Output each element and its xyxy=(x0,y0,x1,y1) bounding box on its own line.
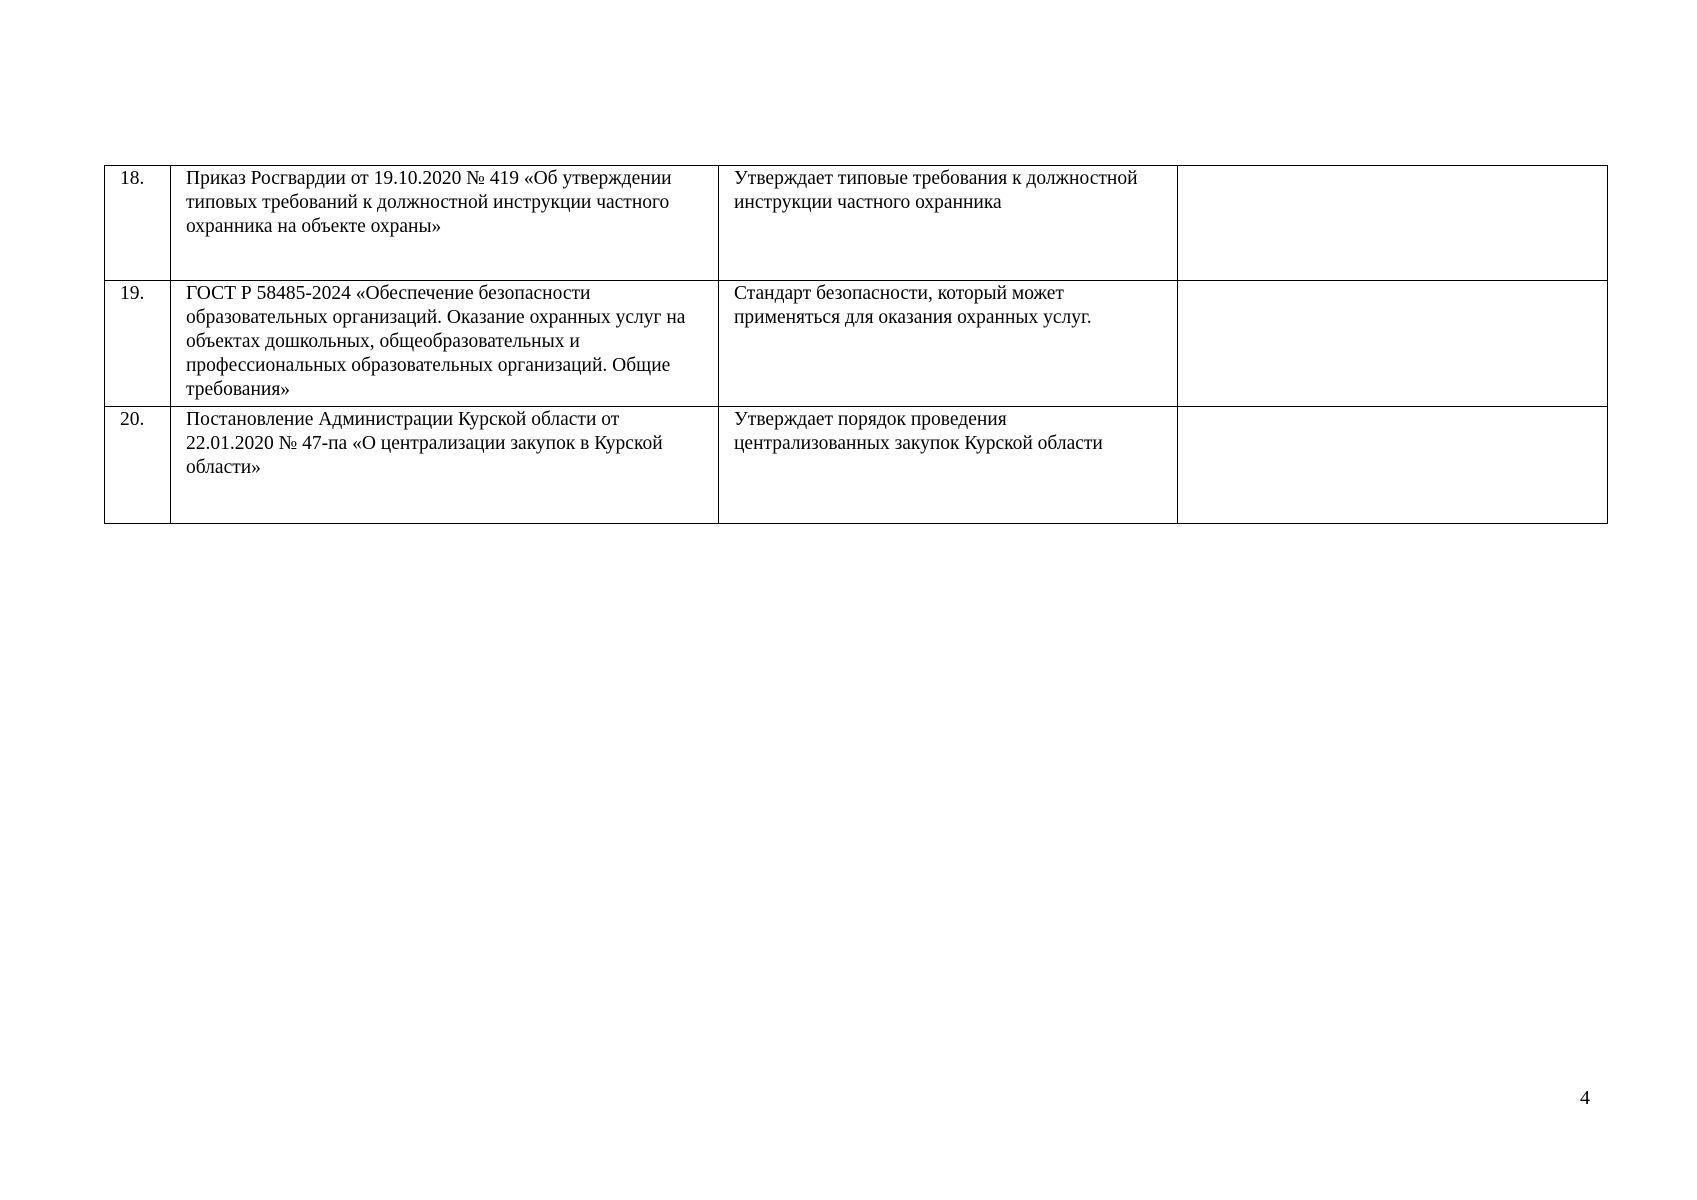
note-cell xyxy=(1178,281,1608,407)
document-cell xyxy=(171,166,719,281)
regulations-table xyxy=(104,165,1608,524)
document-note xyxy=(1178,281,1607,286)
document-description: Утверждает типовые требования к должностной инструкции частного охранника xyxy=(734,168,1138,213)
row-number: 20. xyxy=(120,409,145,430)
page-number: 4 xyxy=(1580,1087,1590,1109)
description-cell xyxy=(719,407,1178,524)
row-number: 18. xyxy=(120,168,145,189)
row-number-cell xyxy=(105,407,171,524)
note-cell xyxy=(1178,407,1608,524)
document-cell xyxy=(171,281,719,407)
document-note xyxy=(1178,166,1607,171)
row-number-cell xyxy=(105,281,171,407)
row-number: 19. xyxy=(120,283,145,304)
table-row xyxy=(105,281,1608,407)
document-description: Стандарт безопасности, который может применяться для оказания охранных услуг. xyxy=(734,283,1092,328)
document-title: Постановление Администрации Курской области от 22.01.2020 № 47-па «О централизации закупок в Курской области» xyxy=(186,409,663,478)
document-title: ГОСТ Р 58485-2024 «Обеспечение безопасности образовательных организаций. Оказание охранных услуг на объектах дошкольных, общеобразовательных и профессиональных образовательных организаций. Общие требования» xyxy=(186,283,686,400)
document-title: Приказ Росгвардии от 19.10.2020 № 419 «Об утверждении типовых требований к должностной инструкции частного охранника на объекте охраны» xyxy=(186,168,672,237)
row-number-cell xyxy=(105,166,171,281)
document-description: Утверждает порядок проведения централизованных закупок Курской области xyxy=(734,409,1103,454)
document-cell xyxy=(171,407,719,524)
description-cell xyxy=(719,281,1178,407)
note-cell xyxy=(1178,166,1608,281)
document-note xyxy=(1178,407,1607,412)
table-row xyxy=(105,166,1608,281)
table-row xyxy=(105,407,1608,524)
description-cell xyxy=(719,166,1178,281)
